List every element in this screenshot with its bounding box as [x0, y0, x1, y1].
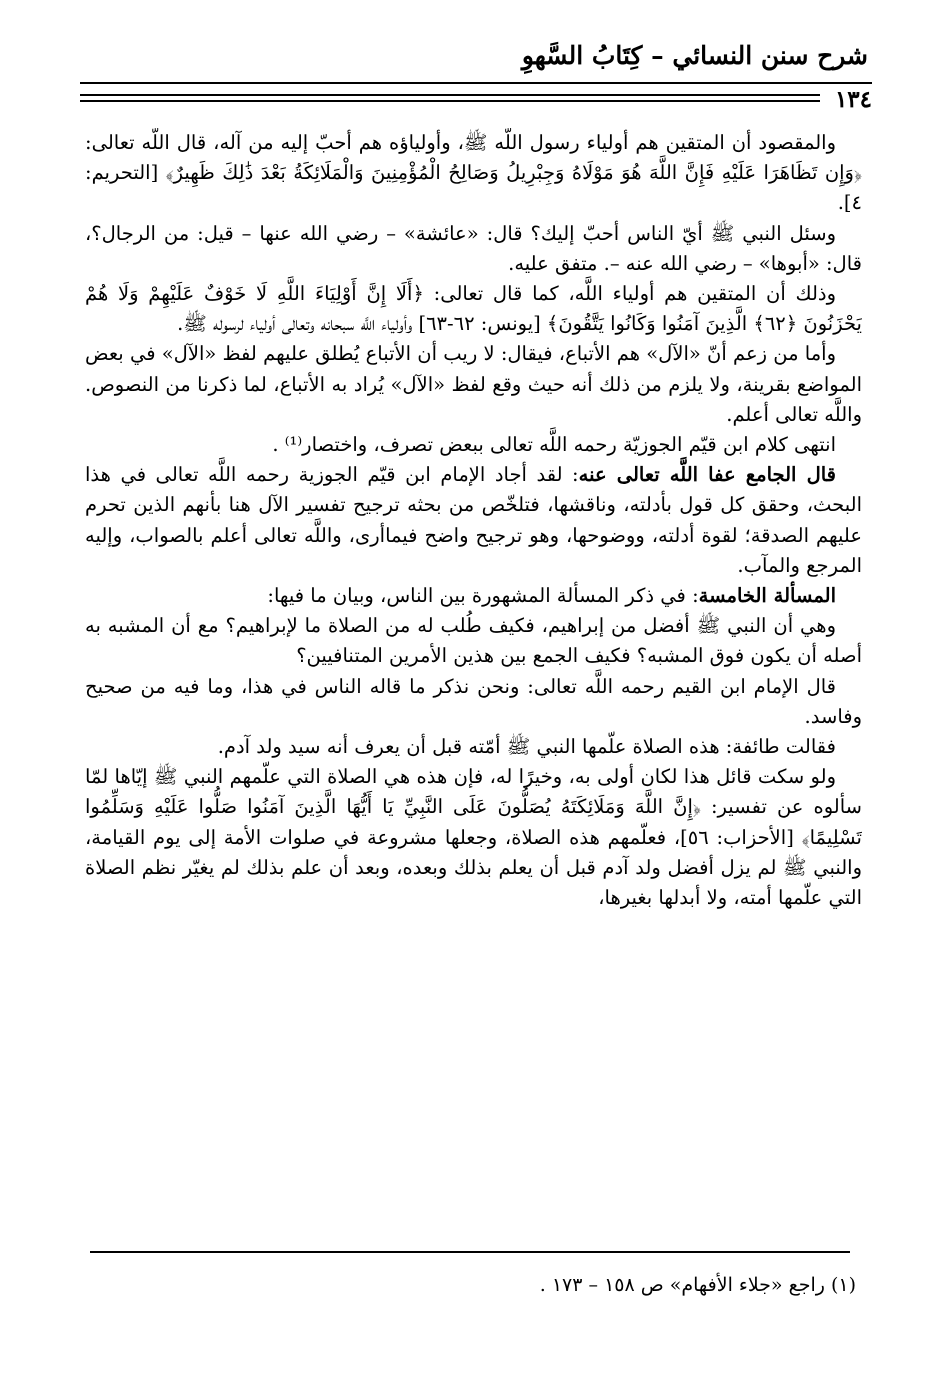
paragraph — [85, 581, 862, 611]
footnote-rule — [90, 1251, 850, 1253]
paragraph: وسئل النبي ﷺ أيّ الناس أحبّ إليك؟ قال: «عائشة» – رضي الله عنها – قيل: من الرجال؟، قال: «أبوها» – رضي الله عنه –. متفق عليه. — [85, 221, 862, 275]
footnote: (١) راجع «جلاء الأفهام» ص ١٥٨ – ١٧٣ . — [539, 1274, 856, 1296]
paragraph: وأما من زعم أنّ «الآل» هم الأتباع، فيقال: لا ريب أن الأتباع يُطلق عليهم لفظ «الآل» في بعض المواضع بقرينة، ولا يلزم من ذلك أنه حيث وقع لفظ «الآل» يُراد به الأتباع، لما ذكرنا من النصوص. واللَّه تعالى أعلم. — [85, 342, 862, 426]
paragraph: والمقصود أن المتقين هم أولياء رسول اللَّه ﷺ، وأولياؤه هم أحبّ إليه من آله، قال اللَّه تعالى: ﴿وَإِن تَظَاهَرَا عَلَيْهِ فَإِنَّ اللَّهَ هُوَ مَوْلَاهُ وَجِبْرِيلُ وَصَالِحُ الْمُؤْمِنِينَ وَالْمَلَائِكَةُ بَعْدَ ذَٰلِكَ ظَهِيرٌ﴾ [التحريم: ٤]. — [85, 131, 862, 215]
paragraph: فقالت طائفة: هذه الصلاة علّمها النبي ﷺ أمّته قبل أن يعرف أنه سيد ولد آدم. — [217, 735, 836, 759]
page-number-rule-top — [80, 94, 820, 96]
paragraph: وذلك أن المتقين هم أولياء اللَّه، كما قال تعالى: ﴿أَلَا إِنَّ أَوْلِيَاءَ اللَّهِ لَا خَوْفٌ عَلَيْهِمْ وَلَا هُمْ يَحْزَنُونَ ﴿٦٢﴾ الَّذِينَ آمَنُوا وَكَانُوا يَتَّقُونَ﴾ [يونس: ٦٢-٦٣] وأولياء اللَّه سبحانه وتعالى أولياء لرسوله ﷺ. — [85, 282, 862, 336]
paragraph: ولو سكت قائل هذا لكان أولى به، وخيرًا له، فإن هذه هي الصلاة التي علّمهم النبي ﷺ إيّاها لمّا سألوه عن تفسير: ﴿إِنَّ اللَّهَ وَمَلَائِكَتَهُ يُصَلُّونَ عَلَى النَّبِيِّ يَا أَيُّهَا الَّذِينَ آمَنُوا صَلُّوا عَلَيْهِ وَسَلِّمُوا تَسْلِيمًا﴾ [الأحزاب: ٥٦]، فعلّمهم هذه الصلاة، وجعلها مشروعة في صلوات الأمة إلى يوم القيامة، والنبي ﷺ لم يزل أفضل ولد آدم قبل أن يعلم بذلك وبعده، وبعد أن علم بذلك لم يغيّر نظم الصلاة التي علّمها أمته، ولا أبدلها بغيرها، — [85, 765, 862, 910]
paragraph — [85, 460, 862, 581]
paragraph: قال الإمام ابن القيم رحمه اللَّه تعالى: ونحن نذكر ما قاله الناس في هذا، وما فيه من صحيح وفاسد. — [85, 674, 862, 728]
section-heading: المسألة الخامسة — [698, 584, 836, 608]
paragraph: وهي أن النبي ﷺ أفضل من إبراهيم، فكيف طُلب له من الصلاة ما لإبراهيم؟ مع أن المشبه به أصله أن يكون فوق المشبه؟ فكيف الجمع بين هذين الأمرين المتنافيين؟ — [85, 614, 862, 668]
paragraph-text: : لقد أجاد الإمام ابن قيّم الجوزية رحمه اللَّه تعالى في هذا البحث، وحقق كل قول بأدلته، وناقشها، فتلخّص من بحثه ترجيح تفسير الآل هنا بأنهم الذين تحرم عليهم الصدقة؛ لقوة أدلته، ووضوحها، وهو ترجيح واضح فيماأرى، واللَّه تعالى أعلم بالصواب، وإليه المرجع والمآب. — [85, 463, 862, 577]
page-number-row — [80, 88, 872, 116]
page-number-rule-bottom — [80, 100, 820, 102]
running-title: شرح سنن النسائي – كِتَابُ السَّهوِ — [521, 41, 868, 70]
page-number: ١٣٤ — [834, 86, 872, 113]
header-rule — [80, 82, 872, 84]
main-text — [85, 128, 862, 1238]
paragraph-text: : في ذكر المسألة المشهورة بين الناس، وبيان ما فيها: — [267, 584, 699, 608]
paragraph-lead: قال الجامع عفا اللَّه تعالى عنه — [578, 463, 836, 487]
paragraph: انتهى كلام ابن قيّم الجوزيّة رحمه اللَّه تعالى ببعض تصرف، واختصار⁽¹⁾ . — [272, 433, 836, 457]
